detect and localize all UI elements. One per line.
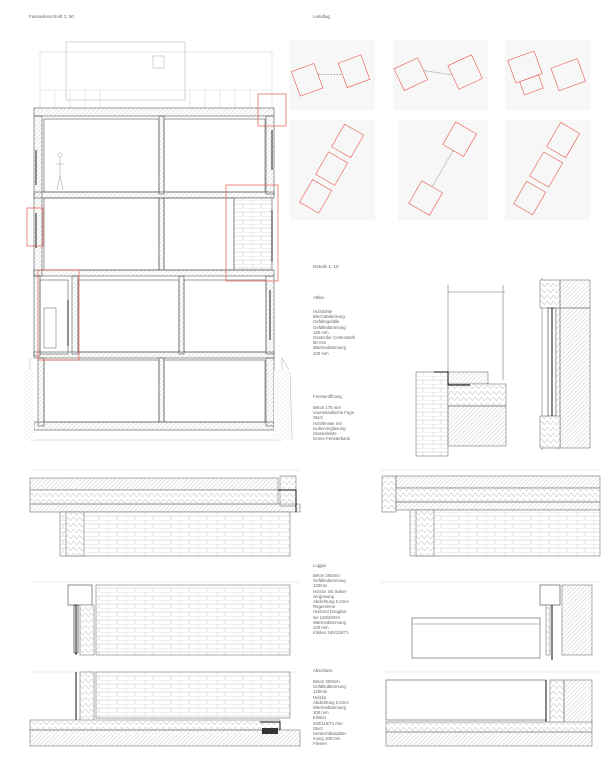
layout-diagram-4 [290, 120, 375, 220]
layout-diagram-5 [398, 120, 488, 220]
detail-window [540, 278, 590, 450]
layout-diagram-2 [393, 37, 488, 111]
abschluss-text: Beton 300mm Gefälledämmung 120mm Holzlor Abdichtung 0,2mm Wärmedämmung 100 mm Klinker 240/115/71 mm Sturz Herleichtbaudäm- mung 100 mm Fliesen [313, 679, 349, 747]
loggia-text: Beton 200mm Gefälledämmung 120mm Holzlor mit Isolier- verglasung Abdichtung 0,2mm Regenrinne Holzrost Douglas- sie 120/20mm Wärmedämmung 100 mm Klinker 240/115/71 [313, 573, 349, 636]
detail-roof-left [30, 470, 300, 556]
details-title: Details 1: 10 [313, 264, 339, 269]
loggia-title: Loggia [313, 563, 326, 568]
abschluss-title: Abschluss [313, 668, 333, 673]
detail-base-left [30, 672, 300, 746]
detail-base-right [380, 672, 600, 746]
layout-diagrams [290, 37, 590, 220]
section-title: Fassadenschnitt 1: 50 [29, 14, 74, 19]
fenster-title: Fensteröffnung [313, 394, 342, 399]
detail-loggia-left [30, 582, 300, 655]
attika-title: Attika [313, 295, 324, 300]
attika-text: Holzbohle Blechabdeckung Gefüllegefälle Gefälledämmung 150 mm Gestreifer Cortenstahl 50 mm Wärmedämmung 100 mm [313, 309, 356, 356]
layout-diagram-3 [505, 38, 590, 110]
layout-diagram-1 [290, 40, 375, 110]
layout-diagram-6 [505, 120, 590, 220]
layout-title: Leitidlag [313, 14, 331, 19]
detail-loggia-right [380, 582, 600, 660]
fenster-text: Beton 175 mm reuenelastische Fuge Sturz Holzfenster mit Isolierverglasung Glasnaleiste innere Fensterbank [313, 405, 355, 442]
facade-section [24, 42, 292, 440]
detail-roof-right [380, 470, 600, 556]
detail-attika [416, 285, 506, 456]
